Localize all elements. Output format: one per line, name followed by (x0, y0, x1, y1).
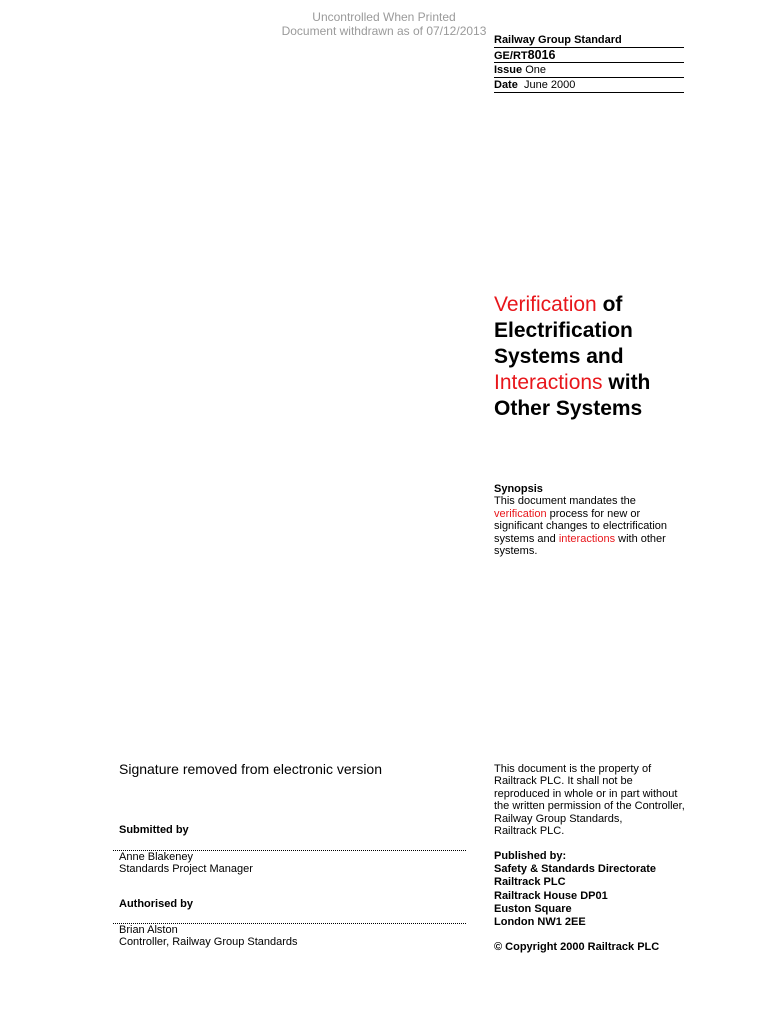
submitted-by-person (119, 851, 253, 876)
document-code: GE/RT8016 (494, 48, 684, 63)
submitter-role: Standards Project Manager (119, 863, 253, 876)
standard-label: Railway Group Standard (494, 33, 684, 48)
authorised-by-label: Authorised by (119, 898, 193, 910)
publisher-block: Published by: Safety & Standards Directorate Railtrack PLC Railtrack House DP01 Euston Square London NW1 2EE (494, 850, 656, 929)
watermark-withdrawn: Document withdrawn as of 07/12/2013 (281, 24, 487, 38)
issue-row: Issue One (494, 63, 684, 78)
submitted-by-label: Submitted by (119, 824, 189, 836)
property-notice: This document is the property of Railtrack PLC. It shall not be reproduced in whole or in part without the written permission of the Controller, Railway Group Standards, Railtrack PLC. (494, 763, 685, 838)
document-header (494, 33, 684, 93)
watermark-uncontrolled: Uncontrolled When Printed (312, 10, 456, 24)
authoriser-role: Controller, Railway Group Standards (119, 936, 298, 949)
signature-note: Signature removed from electronic version (119, 761, 383, 777)
authoriser-name: Brian Alston (119, 924, 178, 936)
copyright-notice: © Copyright 2000 Railtrack PLC (494, 941, 660, 953)
authorised-by-person (119, 924, 298, 949)
synopsis-heading: Synopsis (494, 483, 543, 495)
synopsis: Synopsis This document mandates the verification process for new or significant changes to electrification systems and interactions with other systems. (494, 483, 694, 557)
date-row: Date June 2000 (494, 78, 684, 93)
submitter-name: Anne Blakeney (119, 851, 193, 863)
document-title: Verification of Electrification Systems and Interactions with Other Systems (494, 293, 651, 420)
